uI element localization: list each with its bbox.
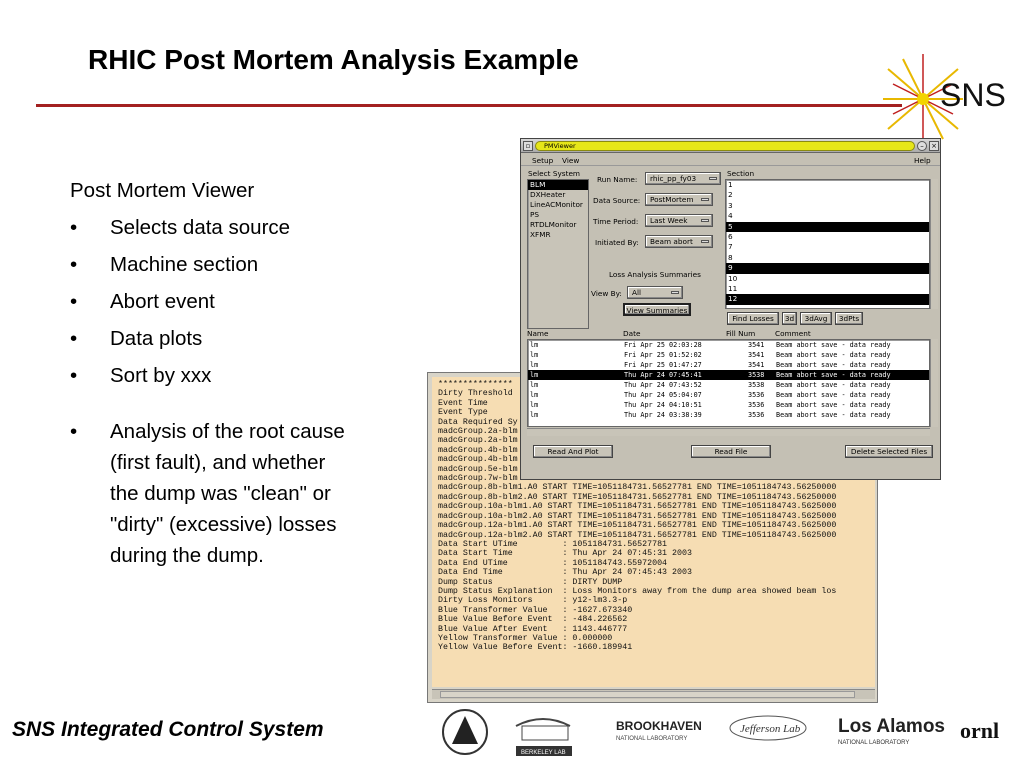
find-losses-button[interactable]: Find Losses (727, 312, 779, 325)
output-line: Yellow Transformer Value : 0.000000 (438, 633, 613, 643)
cell-comment: Beam abort save - data ready (776, 351, 891, 359)
cell-date: Thu Apr 24 07:43:52 (624, 381, 702, 389)
sns-logo-text: SNS (940, 77, 1006, 113)
output-line: madcGroup.2a-blm (438, 436, 518, 446)
cell-comment: Beam abort save - data ready (776, 391, 891, 399)
list-item[interactable]: XFMR (530, 230, 551, 239)
cell-name: lm (530, 371, 539, 379)
los-alamos-text: Los Alamos (838, 716, 945, 737)
files-hscrollbar[interactable] (527, 428, 930, 436)
cell-date: Fri Apr 25 01:47:27 (624, 361, 702, 369)
cell-name: lm (530, 391, 539, 399)
menu-help[interactable]: Help (914, 156, 931, 165)
output-line: madcGroup.4b-blm (438, 445, 518, 455)
section-item[interactable]: 7 (728, 242, 733, 252)
cell-name: lm (530, 361, 539, 369)
cell-fill: 3536 (748, 411, 765, 419)
cell-fill: 3536 (748, 401, 765, 409)
output-line: *************** (438, 380, 513, 389)
table-row[interactable] (528, 370, 929, 380)
section-label: Section (727, 169, 755, 178)
plot-3davg-button[interactable]: 3dAvg (800, 312, 832, 325)
read-and-plot-button[interactable]: Read And Plot (533, 445, 613, 458)
delete-selected-files-button[interactable]: Delete Selected Files (845, 445, 933, 458)
run-name-select[interactable]: rhic_pp_fy03 (645, 172, 721, 185)
output-line: madcGroup.10a-blm1.A0 START TIME=1051184731.56527781 END TIME=1051184743.5625000 (438, 502, 837, 512)
cell-name: lm (530, 341, 539, 349)
files-scrollbar[interactable] (930, 339, 938, 427)
cell-name: lm (530, 381, 539, 389)
cell-name: lm (530, 401, 539, 409)
cell-fill: 3541 (748, 351, 765, 359)
view-by-label: View By: (591, 289, 622, 298)
bullet-list (70, 172, 410, 571)
window-title: PMViewer (544, 142, 576, 150)
ornl-text: ornl (960, 718, 1000, 743)
titlebar-pill (535, 141, 915, 151)
initiated-by-select[interactable]: Beam abort (645, 235, 713, 248)
output-line: madcGroup.7w-blm (438, 474, 518, 484)
section-item[interactable]: 6 (728, 231, 733, 241)
table-row[interactable] (528, 360, 929, 370)
scrollbar-thumb[interactable] (440, 691, 855, 698)
cell-comment: Beam abort save - data ready (776, 381, 891, 389)
output-line: madcGroup.10a-blm2.A0 START TIME=1051184731.56527781 END TIME=1051184743.5625000 (438, 511, 837, 521)
time-period-label: Time Period: (593, 217, 639, 226)
list-item[interactable]: BLM (528, 180, 588, 190)
output-line: madcGroup.4b-blm (438, 455, 518, 465)
minimize-button[interactable]: – (917, 141, 927, 151)
list-item[interactable]: RTDLMonitor (530, 220, 577, 229)
section-item[interactable]: 2 (728, 190, 733, 200)
list-item[interactable]: LineACMonitor (530, 200, 583, 209)
output-line: Dump Status : DIRTY DUMP (438, 577, 623, 587)
cell-date: Thu Apr 24 07:45:41 (624, 371, 702, 379)
cell-fill: 3536 (748, 391, 765, 399)
list-item[interactable]: PS (530, 210, 540, 219)
cell-name: lm (530, 411, 539, 419)
loss-summaries-label: Loss Analysis Summaries (609, 270, 701, 279)
view-by-select[interactable]: All (627, 286, 683, 299)
files-table[interactable] (527, 339, 930, 427)
column-fill-num[interactable]: Fill Num (726, 329, 756, 338)
section-scrollbar[interactable] (930, 179, 938, 309)
section-item[interactable]: 3 (728, 200, 733, 210)
table-row[interactable] (528, 400, 929, 410)
output-line: Data Start Time : Thu Apr 24 07:45:31 2003 (438, 549, 692, 559)
output-line: Data End UTime : 1051184743.55972004 (438, 558, 668, 568)
cell-fill: 3541 (748, 341, 765, 349)
section-list[interactable] (725, 179, 930, 309)
table-row[interactable] (528, 350, 929, 360)
horizontal-scrollbar[interactable] (432, 689, 875, 699)
output-line: Blue Value Before Event : -484.226562 (438, 615, 628, 625)
menu-view[interactable]: View (562, 156, 580, 165)
initiated-by-label: Initiated By: (595, 238, 639, 247)
slide-title: RHIC Post Mortem Analysis Example (88, 44, 579, 75)
list-heading: Post Mortem Viewer (70, 179, 255, 202)
section-item[interactable]: 10 (728, 273, 738, 283)
analysis-bullet: • Analysis of the root cause (first fault), and whether the dump was "clean" or "dirty" (excessive) losses during the dump. (70, 420, 345, 567)
cell-date: Fri Apr 25 01:52:02 (624, 351, 702, 359)
cell-fill: 3541 (748, 361, 765, 369)
output-line: Dirty Threshold (438, 389, 513, 399)
column-date[interactable]: Date (623, 329, 641, 338)
brookhaven-sub-text: NATIONAL LABORATORY (616, 736, 688, 742)
table-row[interactable] (528, 410, 929, 420)
partner-logos (438, 704, 1018, 764)
output-line: Blue Transformer Value : -1627.673340 (438, 605, 633, 615)
cell-comment: Beam abort save - data ready (776, 411, 891, 419)
cell-date: Fri Apr 25 02:03:28 (624, 341, 702, 349)
cell-name: lm (530, 351, 539, 359)
cell-fill: 3538 (748, 371, 765, 379)
run-name-label: Run Name: (597, 175, 638, 184)
output-line: madcGroup.12a-blm1.A0 START TIME=1051184731.56527781 END TIME=1051184743.5625000 (438, 521, 837, 531)
sns-logo (848, 54, 1008, 144)
cell-date: Thu Apr 24 04:10:51 (624, 401, 702, 409)
output-line: Yellow Value Before Event: -1660.189941 (438, 643, 633, 653)
list-item[interactable]: DXHeater (530, 190, 566, 199)
section-item[interactable]: 12 (726, 294, 929, 304)
output-line: Dirty Loss Monitors : y12-lm3.3-p (438, 596, 628, 606)
table-row[interactable] (528, 340, 929, 350)
section-item[interactable]: 11 (728, 283, 738, 293)
section-item[interactable]: 1 (728, 180, 733, 189)
cell-date: Thu Apr 24 03:38:39 (624, 411, 702, 419)
jefferson-lab-text: Jefferson Lab (740, 723, 801, 735)
bullet-item: • Selects data source (70, 216, 291, 239)
view-summaries-button[interactable]: View Summaries (623, 303, 691, 316)
window-menu-button[interactable]: ▫ (523, 141, 533, 151)
data-source-select[interactable]: PostMortem (645, 193, 713, 206)
cell-fill: 3538 (748, 381, 765, 389)
bullet-item: • Machine section (70, 253, 259, 276)
title-divider (36, 104, 902, 107)
pmviewer-window (520, 138, 941, 480)
cell-comment: Beam abort save - data ready (776, 341, 891, 349)
argonne-logo (443, 710, 487, 754)
output-line: Data End Time : Thu Apr 24 07:45:43 2003 (438, 568, 692, 578)
section-item[interactable]: 8 (728, 252, 733, 262)
output-line: Data Required Sy (438, 417, 518, 427)
close-button[interactable]: × (929, 141, 939, 151)
read-file-button[interactable]: Read File (691, 445, 771, 458)
output-line: Data Start UTime : 1051184731.56527781 (438, 539, 668, 549)
cell-date: Thu Apr 24 05:04:07 (624, 391, 702, 399)
output-line: madcGroup.8b-blm1.A0 START TIME=1051184731.56527781 END TIME=1051184743.56250000 (438, 483, 837, 493)
time-period-select[interactable]: Last Week (645, 214, 713, 227)
brookhaven-text: BROOKHAVEN (616, 719, 702, 733)
cell-comment: Beam abort save - data ready (776, 371, 891, 379)
output-line: Event Type (438, 408, 488, 418)
table-row[interactable] (528, 380, 929, 390)
berkeley-lab-text: BERKELEY LAB (521, 750, 566, 756)
column-comment[interactable]: Comment (775, 329, 811, 338)
section-item[interactable]: 9 (726, 263, 929, 273)
select-system-label: Select System (528, 169, 581, 178)
bullet-item: • Abort event (70, 290, 215, 313)
column-name[interactable]: Name (527, 329, 549, 338)
data-source-label: Data Source: (593, 196, 641, 205)
menu-bar (521, 154, 940, 166)
output-line: madcGroup.12a-blm2.A0 START TIME=1051184731.56527781 END TIME=1051184743.5625000 (438, 530, 837, 540)
section-item[interactable]: 5 (726, 222, 929, 232)
output-line: madcGroup.2a-blm (438, 427, 518, 437)
berkeley-lab-logo (516, 719, 572, 756)
output-line: Dump Status Explanation : Loss Monitors away from the dump area showed beam los (438, 586, 837, 596)
bullet-item: • Sort by xxx (70, 364, 212, 387)
cell-comment: Beam abort save - data ready (776, 361, 891, 369)
output-line: Event Time (438, 398, 488, 408)
output-line: madcGroup.8b-blm2.A0 START TIME=1051184731.56527781 END TIME=1051184743.56250000 (438, 492, 837, 502)
output-line: Blue Value After Event : 1143.446777 (438, 624, 628, 634)
system-list[interactable] (527, 179, 589, 329)
los-alamos-sub-text: NATIONAL LABORATORY (838, 740, 910, 746)
output-line: madcGroup.5e-blm (438, 464, 518, 474)
section-item[interactable]: 4 (728, 211, 733, 221)
menu-setup[interactable]: Setup (532, 156, 554, 165)
plot-3d-button[interactable]: 3d (782, 312, 797, 325)
footer-title: SNS Integrated Control System (12, 718, 324, 741)
plot-3dpts-button[interactable]: 3dPts (835, 312, 863, 325)
bullet-item: • Data plots (70, 327, 203, 350)
cell-comment: Beam abort save - data ready (776, 401, 891, 409)
window-titlebar[interactable] (521, 139, 940, 153)
files-table-header (527, 329, 937, 339)
table-row[interactable] (528, 390, 929, 400)
